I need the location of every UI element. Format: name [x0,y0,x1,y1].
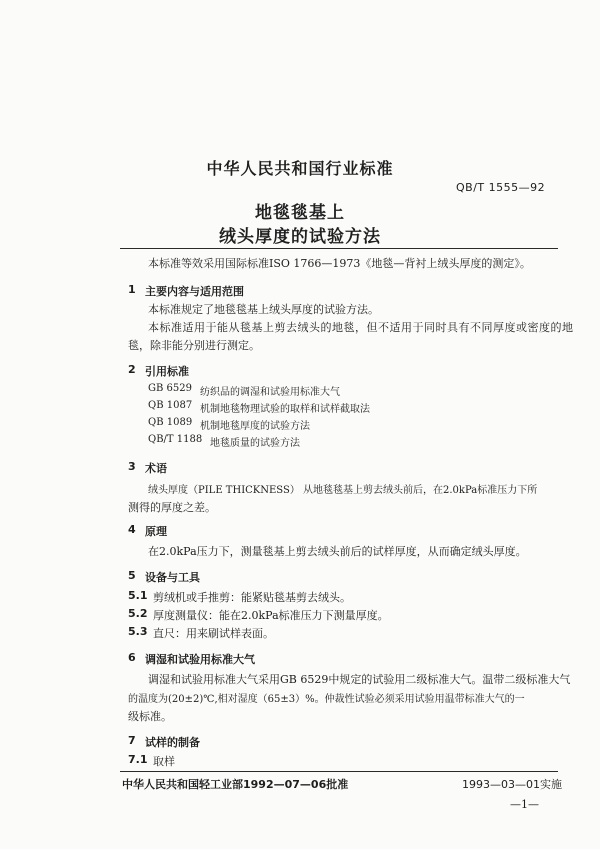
effective-date: 1993—03—01实施 [462,778,562,791]
footer-rule [120,771,558,772]
reference-title: 机制地毯厚度的试验方法 [200,421,310,432]
reference-code: QB 1089 [148,417,193,428]
section-6-para-1b: 的温度为(20±2)℃,相对湿度（65±3）%。仲裁性试验必须采用试验用温带标准大气的一 [128,694,525,705]
subsection-number: 5.1 [128,589,148,602]
subsection-number: 7.1 [128,753,148,766]
header-rule [120,248,558,249]
reference-title: 地毯质量的试验方法 [210,438,300,449]
section-5-number: 5 [128,569,136,582]
section-4-number: 4 [128,523,136,536]
subsection-number: 5.2 [128,607,148,620]
section-3-title: 术语 [145,462,167,475]
subsection-number: 5.3 [128,625,148,638]
section-4-title: 原理 [145,525,167,538]
section-3-number: 3 [128,460,136,473]
section-4-para-1: 在2.0kPa压力下，测量毯基上剪去绒头前后的试样厚度，从而确定绒头厚度。 [148,545,527,558]
title-line-1: 地毯毯基上 [255,203,345,223]
subsection-text: 取样 [153,755,175,768]
section-7-title: 试样的制备 [145,736,200,749]
section-3-para-1b: 测得的厚度之差。 [128,501,216,514]
page-number: —1— [510,798,539,811]
section-1-para-2a: 本标准适用于能从毯基上剪去绒头的地毯，但不适用于同时具有不同厚度或密度的地 [148,321,574,334]
intro-text: 本标准等效采用国际标准ISO 1766—1973《地毯—背衬上绒头厚度的测定》。 [148,257,531,270]
section-1-para-1: 本标准规定了地毯毯基上绒头厚度的试验方法。 [148,303,379,316]
reference-title: 纺织品的调湿和试验用标准大气 [200,387,340,398]
section-6-para-1a: 调湿和试验用标准大气采用GB 6529中规定的试验用二级标准大气。温带二级标准大气 [148,673,571,686]
section-2-number: 2 [128,363,136,376]
reference-code: QB 1087 [148,400,193,411]
section-1-para-2b: 毯，除非能分别进行测定。 [128,339,260,352]
section-2-title: 引用标准 [145,365,189,378]
reference-title: 机制地毯物理试验的取样和试样截取法 [200,404,370,415]
section-6-para-1c: 级标准。 [128,710,172,723]
subsection-text: 直尺：用来刷试样表面。 [153,627,274,640]
section-7-number: 7 [128,734,136,747]
section-3-para-1a: 绒头厚度（PILE THICKNESS） 从地毯毯基上剪去绒头前后，在2.0kPa标准压力下所 [148,485,538,496]
subsection-text: 剪绒机或手推剪：能紧贴毯基剪去绒头。 [153,591,351,604]
section-1-number: 1 [128,283,136,296]
reference-code: GB 6529 [148,383,192,394]
reference-code: QB/T 1188 [148,434,203,445]
org-standard-heading: 中华人民共和国行业标准 [206,159,394,178]
subsection-text: 厚度测量仪：能在2.0kPa标准压力下测量厚度。 [153,609,389,622]
standard-number: QB/T 1555—92 [456,181,546,194]
section-6-number: 6 [128,651,136,664]
section-5-title: 设备与工具 [145,571,200,584]
section-1-title: 主要内容与适用范围 [145,285,244,298]
title-line-2: 绒头厚度的试验方法 [219,227,381,247]
issuer-approval: 中华人民共和国轻工业部1992—07—06批准 [122,778,349,791]
section-6-title: 调湿和试验用标准大气 [145,653,255,666]
